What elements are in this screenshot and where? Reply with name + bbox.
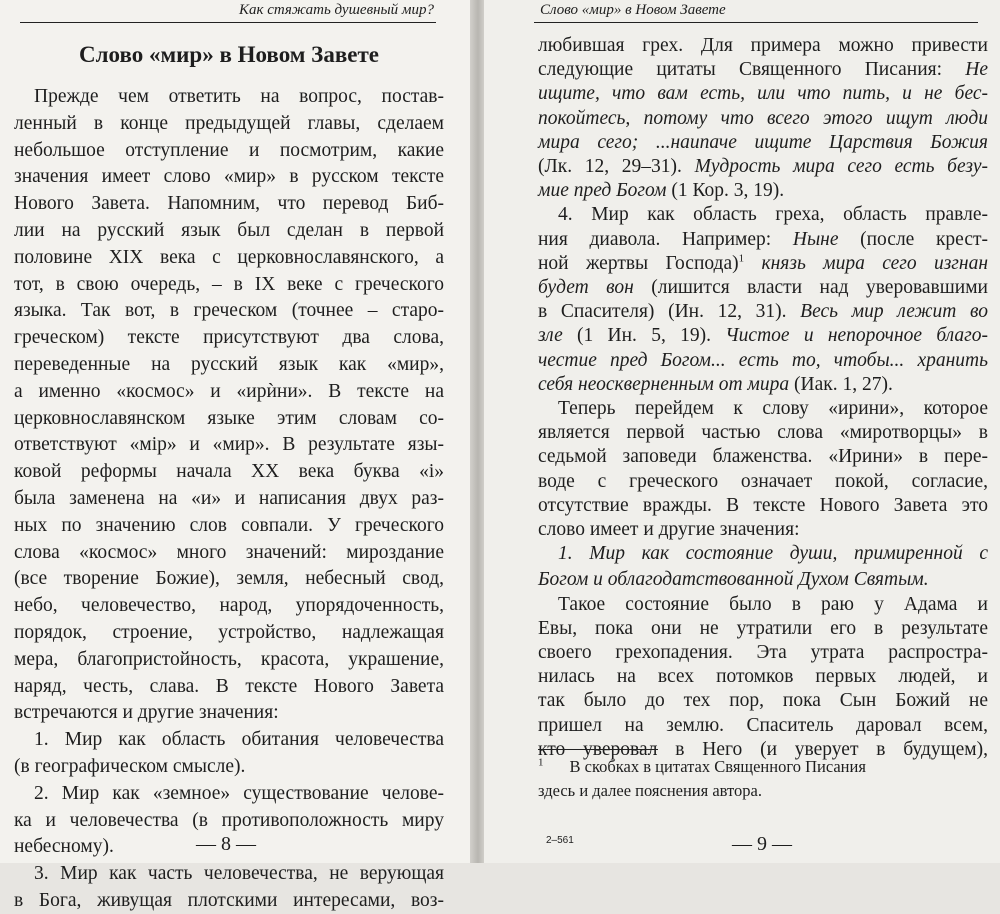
scripture-quote: Чистое и непорочное благо- (725, 325, 988, 347)
text-line (538, 469, 988, 495)
text-line: порядок, строение, устройство, надлежащая (14, 622, 444, 643)
text-line: Нового Завета. Напомним, что перевод Биб- (14, 193, 444, 215)
scripture-quote: Не (965, 59, 988, 81)
text-run: кто уверовал в Него (и уверует в будущем), (538, 738, 988, 760)
scripture-quote: мие пред Богом (538, 180, 667, 202)
text-run: седьмой заповеди блаженства. «Ирини» в пере- (538, 446, 988, 468)
footnote-line (538, 754, 988, 780)
right-page (484, 0, 1000, 863)
text-line: 3. Мир как часть человечества, не верующая (34, 863, 444, 885)
text-run: ния диавола. Например: (538, 228, 793, 250)
text-line (538, 396, 988, 422)
text-line (538, 323, 988, 349)
text-line (538, 640, 988, 666)
text-line (538, 713, 988, 739)
scripture-quote: будет вон (538, 277, 634, 298)
text-line: переведенные на русский язык как «мир», (14, 354, 444, 375)
text-line (538, 299, 988, 325)
text-line (538, 517, 988, 543)
text-line (538, 251, 988, 277)
text-line: ка и человечества (в противоположность миру (14, 809, 444, 831)
text-line: ответствуют «мір» и «мир». В результате язы- (14, 434, 444, 456)
text-line (538, 348, 988, 374)
text-line (538, 57, 988, 83)
footnote-line: здесь и далее пояснения автора. (538, 781, 762, 800)
scripture-quote: Мудрость мира сего есть безу- (694, 156, 989, 177)
text-line: значения имеет слово «мир» в русском тексте (14, 166, 444, 188)
text-line: церковнославянском языке этим словам со- (14, 407, 444, 429)
text-run: нилась на всех потомков первых людей, и (538, 666, 988, 688)
text-run: Теперь перейдем к слову «ирини», которое (558, 398, 988, 419)
footnote-rule (538, 749, 658, 750)
text-run: (Иак. 1, 27). (789, 373, 893, 395)
text-line: а именно «космос» и «ирѝни». В тексте на (14, 380, 444, 402)
text-line: ковой реформы начала XX века буква «і» (14, 461, 444, 483)
text-line: тот, в свою очередь, – в IX веке с греческого (14, 273, 444, 295)
text-line: наряд, честь, слава. В тексте Нового Завета (14, 675, 444, 697)
text-line (538, 420, 988, 446)
section-title: Слово «мир» в Новом Завете (79, 42, 379, 67)
text-line: ных по значению слов совпали. У греческого (14, 514, 444, 536)
text-run: воде с греческого означает покой, согласие, (538, 470, 988, 492)
text-line: 2. Мир как «земное» существование челове- (34, 782, 444, 804)
text-line: 1. Мир как область обитания человечества (34, 729, 444, 751)
left-page (0, 0, 472, 911)
text-run: (Лк. 12, 29–31). (538, 156, 695, 177)
text-run: 4. Мир как область греха, область правле- (558, 204, 988, 226)
text-line (538, 275, 988, 301)
text-line: была заменена на «и» и написания двух раз- (14, 488, 444, 509)
text-line: лии на русский язык был сделан в первой (14, 220, 444, 241)
text-run: в Спасителя) (Ин. 12, 31). (538, 301, 801, 323)
text-run: так было до тех пор, пока Сын Божий не (538, 690, 988, 712)
text-run: слово имеет и другие значения: (538, 519, 800, 540)
text-line (538, 567, 988, 593)
scripture-quote: мира сего; ...наипаче ищите Царствия Божия (538, 131, 988, 153)
text-line (538, 33, 988, 59)
text-run: является первой частью слова «миротворцы» в (538, 422, 988, 444)
scripture-quote: себя неоскверненным от мира (538, 373, 790, 395)
text-run: отсутствие вражды. В тексте Нового Завета это (538, 494, 988, 516)
scripture-quote: Богом и облагодатствованной Духом Святым. (538, 569, 929, 591)
page-number: — 9 — (732, 833, 792, 855)
running-head: Слово «мир» в Новом Завете (540, 2, 726, 18)
text-line: мера, благопристойность, красота, украшение, (14, 648, 444, 670)
text-line: слова «космос» много значений: мироздание (14, 541, 444, 563)
text-line (538, 444, 988, 470)
printer-signature: 2–561 (546, 835, 574, 846)
text-run (744, 253, 761, 274)
text-line (538, 493, 988, 519)
text-line (538, 178, 988, 204)
text-line (538, 592, 988, 618)
text-run: пришел на землю. Спаситель даровал всем, (538, 714, 988, 736)
text-line (538, 688, 988, 714)
text-line (538, 81, 988, 107)
scripture-quote: зле (538, 325, 563, 347)
text-line (538, 227, 988, 253)
text-run: (после крест- (838, 228, 988, 250)
text-run: своего грехопадения. Эта утрата распростра- (538, 642, 988, 663)
text-line: небесному). (14, 836, 114, 858)
text-line: половине XIX века с церковнославянского, а (14, 246, 444, 268)
text-line (538, 202, 988, 228)
scripture-quote: князь мира сего изгнан (761, 252, 989, 274)
text-line: Прежде чем ответить на вопрос, постав- (34, 86, 444, 107)
text-run: Такое состояние было в раю у Адама и (558, 593, 988, 615)
header-rule (534, 22, 978, 23)
text-run: (1 Ин. 5, 19). (562, 325, 726, 347)
text-line (538, 130, 988, 156)
scripture-quote: честие пред Богом... есть то, чтобы... хранить (538, 349, 988, 371)
footnote-text: В скобках в цитатах Священного Писания (569, 757, 866, 776)
text-run: Евы, пока они не утратили его в результате (538, 617, 988, 639)
page-number: — 8 — (196, 833, 256, 855)
scripture-quote: ищите, что вам есть, или что пить, и не бес- (538, 83, 988, 105)
text-line (538, 372, 988, 398)
text-run: (лишится власти над уверовавшими (633, 277, 988, 298)
text-run: следующие цитаты Священного Писания: (538, 59, 966, 81)
header-rule (20, 22, 436, 23)
text-line: встречаются и другие значения: (14, 702, 279, 724)
text-line: небо, человечество, народ, упорядоченность, (14, 595, 444, 617)
text-run: (1 Кор. 3, 19). (666, 180, 785, 202)
text-line (538, 106, 988, 132)
text-line (538, 154, 988, 180)
scripture-quote: покойтесь, потому что всего этого ищут люди (538, 107, 988, 129)
running-head: Как стяжать душевный мир? (239, 2, 434, 18)
text-line: ленный в конце предыдущей главы, сделаем (14, 112, 444, 134)
scripture-quote: 1. Мир как состояние души, примиренной с (558, 543, 988, 565)
footnote-mark: 1 (538, 756, 544, 769)
text-line (538, 541, 988, 567)
text-line: греческом) тексте присутствуют два слова, (14, 327, 444, 349)
text-run: любившая грех. Для примера можно привести (538, 35, 988, 56)
scripture-quote: Ныне (792, 228, 839, 250)
text-run: ной жертвы Господа) (538, 252, 739, 274)
footnote-ref: 1 (738, 252, 745, 265)
scripture-quote: Весь мир лежит во (800, 301, 988, 323)
text-line (538, 616, 988, 642)
text-line: небольшое отступление и посмотрим, какие (14, 139, 444, 161)
text-line: языка. Так вот, в греческом (точнее – старо- (14, 300, 444, 322)
text-line: (в географическом смысле). (14, 756, 246, 777)
text-line: в Бога, живущая плотскими интересами, воз- (14, 890, 444, 911)
text-line: (все творение Божие), земля, небесный свод, (14, 568, 444, 590)
text-line (538, 664, 988, 690)
